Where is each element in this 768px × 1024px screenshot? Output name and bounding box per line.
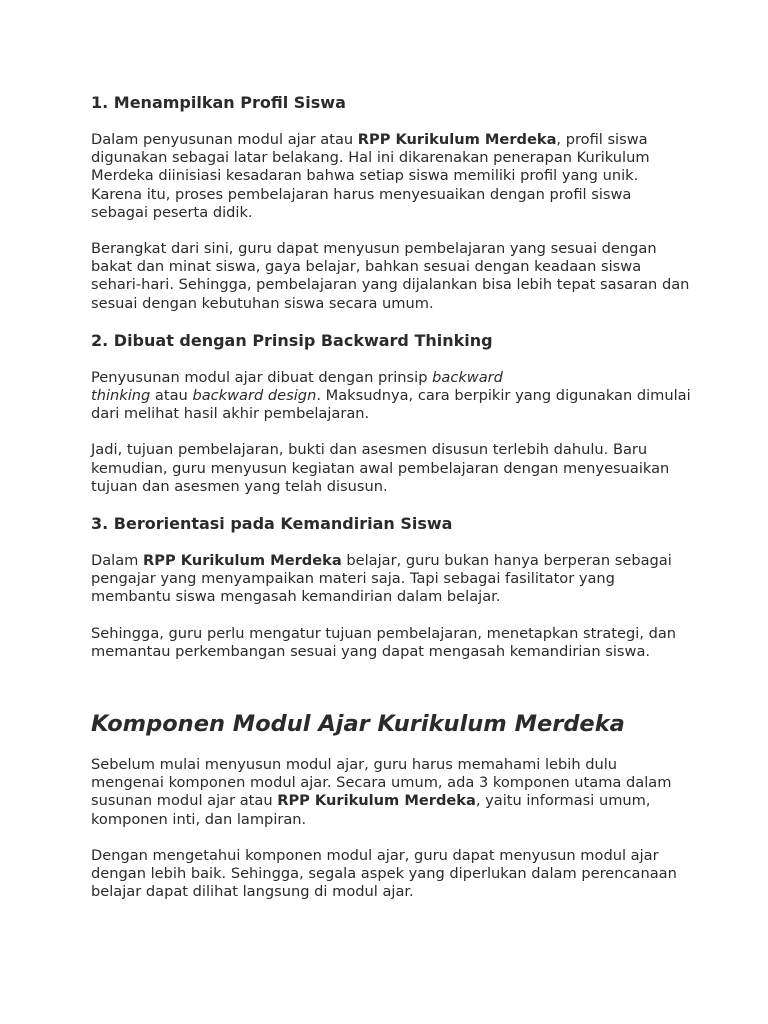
backward-design-term: backward design: [192, 387, 317, 405]
section-3-paragraph-1: Dalam RPP Kurikulum Merdeka belajar, guru bukan hanya berperan sebagai pengajar yang menyampaikan materi saja. Tapi sebagai fasilitator yang membantu siswa mengasah kemandirian dalam belajar.: [91, 552, 672, 606]
section-3-paragraph-2: Sehingga, guru perlu mengatur tujuan pembelajaran, menetapkan strategi, dan memantau perkembangan sesuai yang dapat mengasah kemandirian siswa.: [91, 624, 677, 660]
section-2-paragraph-2: Jadi, tujuan pembelajaran, bukti dan asesmen disusun terlebih dahulu. Baru kemudian, guru menyusun kegiatan awal pembelajaran dengan menyesuaikan tujuan dan asesmen yang telah disusun.: [91, 441, 670, 495]
rpp-keyword: RPP Kurikulum Merdeka: [277, 792, 476, 810]
section-1-paragraph-2: Berangkat dari sini, guru dapat menyusun pembelajaran yang sesuai dengan bakat dan minat siswa, gaya belajar, bahkan sesuai dengan keadaan siswa sehari-hari. Sehingga, pembelajaran yang dijalankan bisa lebih tepat sasaran dan sesuai dengan kebutuhan siswa secara umum.: [91, 240, 690, 312]
section-3-heading: 3. Berorientasi pada Kemandirian Siswa: [91, 514, 453, 534]
section-1-paragraph-1: Dalam penyusunan modul ajar atau RPP Kurikulum Merdeka, profil siswa digunakan sebagai latar belakang. Hal ini dikarenakan penerapan Kurikulum Merdeka diinisiasi kesadaran bahwa setiap siswa memiliki profil yang unik. Karena itu, proses pembelajaran harus menyesuaikan dengan profil siswa sebagai peserta didik.: [91, 131, 650, 221]
rpp-keyword: RPP Kurikulum Merdeka: [357, 131, 557, 148]
section-2-paragraph-1: Penyusunan modul ajar dibuat dengan prinsip backward thinking atau backward design. Maksudnya, cara berpikir yang digunakan dimulai dari melihat hasil akhir pembelajaran.: [91, 368, 691, 423]
section-2-heading: 2. Dibuat dengan Prinsip Backward Thinking: [91, 330, 493, 350]
section-1-heading: 1. Menampilkan Profil Siswa: [91, 93, 346, 112]
document-page: [91, 92, 691, 901]
backward-thinking-term: backward thinking: [91, 368, 503, 405]
section-4-heading: Komponen Modul Ajar Kurikulum Merdeka: [91, 711, 625, 738]
section-4-paragraph-1: Sebelum mulai menyusun modul ajar, guru harus memahami lebih dulu mengenai komponen modul ajar. Secara umum, ada 3 komponen utama dalam susunan modul ajar atau RPP Kurikulum Merdeka, yaitu informasi umum, komponen inti, dan lampiran.: [91, 756, 672, 828]
section-4-paragraph-2: Dengan mengetahui komponen modul ajar, guru dapat menyusun modul ajar dengan lebih baik. Sehingga, segala aspek yang diperlukan dalam perencanaan belajar dapat dilihat langsung di modul ajar.: [91, 846, 677, 901]
rpp-keyword: RPP Kurikulum Merdeka: [143, 552, 342, 570]
